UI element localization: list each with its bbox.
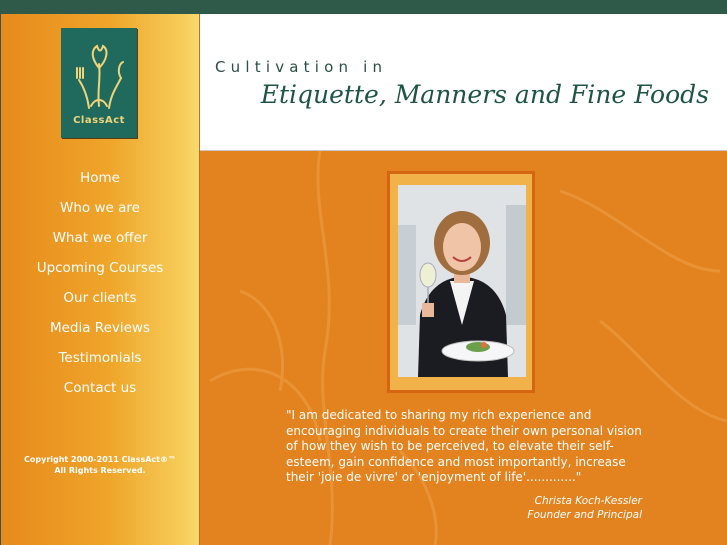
sidebar [1, 14, 200, 545]
quote-signature [527, 494, 642, 522]
nav-upcoming-courses[interactable]: Upcoming Courses [36, 260, 164, 276]
portrait-photo [398, 185, 526, 377]
nav-testimonials[interactable]: Testimonials [58, 350, 142, 366]
nav-home[interactable]: Home [80, 170, 120, 186]
main-content [200, 151, 727, 545]
quote-author: Christa Koch-Kessler [534, 495, 642, 507]
nav-what-we-offer[interactable]: What we offer [52, 230, 148, 246]
quote-role: Founder and Principal [527, 509, 642, 521]
copyright [1, 454, 199, 476]
tagline-top: Cultivation in [215, 58, 388, 76]
classact-logo[interactable] [61, 28, 137, 138]
nav-contact-us[interactable]: Contact us [63, 380, 137, 396]
portrait-frame [387, 171, 535, 393]
nav-media-reviews[interactable]: Media Reviews [49, 320, 151, 336]
rights-line: All Rights Reserved. [54, 466, 146, 475]
logo-text: ClassAct [73, 115, 125, 126]
main-nav [1, 168, 199, 408]
page-frame [1, 14, 727, 545]
founder-quote: "I am dedicated to sharing my rich experience and encouraging individuals to create their own personal vision of how they wish to be perceived, to elevate their self-esteem, gain confidence and most importantly, increase their 'joie de vivre' or 'enjoyment of life'............." [286, 408, 642, 484]
nav-who-we-are[interactable]: Who we are [60, 200, 140, 216]
copyright-line: Copyright 2000-2011 ClassAct®™ [24, 455, 176, 464]
header-banner [200, 14, 727, 151]
tagline-main: Etiquette, Manners and Fine Foods [260, 80, 709, 109]
woman-with-wine-icon [398, 185, 526, 377]
nav-our-clients[interactable]: Our clients [63, 290, 137, 306]
